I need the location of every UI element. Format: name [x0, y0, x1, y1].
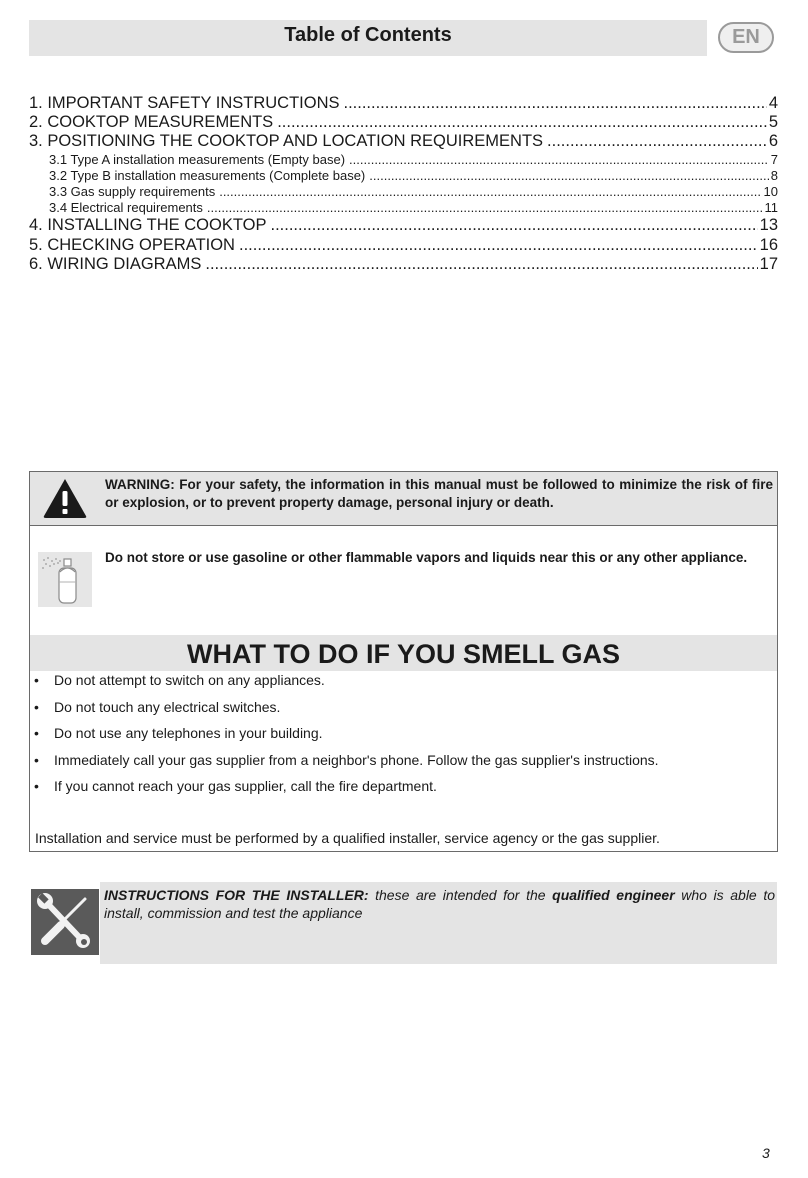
toc-leader-dots — [239, 236, 758, 255]
toc-entry-page: 6 — [768, 132, 778, 151]
language-badge: EN — [718, 22, 774, 53]
toc-leader-dots — [344, 94, 767, 113]
toc-entry[interactable] — [29, 113, 778, 132]
table-of-contents — [29, 94, 778, 274]
gas-smell-title: WHAT TO DO IF YOU SMELL GAS — [186, 639, 620, 669]
toc-entry-title: 6. WIRING DIAGRAMS — [29, 254, 202, 273]
list-item — [30, 752, 777, 779]
toc-subentry[interactable] — [29, 200, 778, 216]
installer-instructions-box — [100, 882, 777, 964]
bullet: • — [34, 672, 39, 688]
toc-entry-title: 3.4 Electrical requirements — [49, 200, 203, 216]
warning-triangle-icon — [42, 477, 88, 519]
list-item-text: Do not attempt to switch on any appliances. — [54, 672, 325, 688]
toc-entry[interactable] — [29, 216, 778, 235]
installer-label: INSTRUCTIONS FOR THE INSTALLER: — [104, 887, 369, 903]
toc-entry-title: 4. INSTALLING THE COOKTOP — [29, 216, 267, 235]
list-item — [30, 699, 777, 726]
toc-leader-dots — [219, 184, 761, 199]
toc-entry-page: 13 — [759, 216, 778, 235]
bullet: • — [34, 778, 39, 794]
toc-entry-page: 4 — [768, 94, 778, 112]
bullet: • — [34, 698, 39, 715]
installation-note: Installation and service must be performed by a qualified installer, service agency or the gas supplier. — [35, 830, 660, 846]
bullet: • — [34, 751, 39, 768]
bullet: • — [34, 725, 39, 741]
toc-entry-page: 5 — [768, 113, 778, 132]
installer-text-part2: who is able to install, commission and test the appliance — [104, 887, 775, 921]
toc-entry-title: 3. POSITIONING THE COOKTOP AND LOCATION REQUIREMENTS — [29, 132, 544, 151]
toc-leader-dots — [205, 255, 757, 274]
toc-subentry[interactable] — [29, 168, 778, 184]
toc-entry-title: 3.3 Gas supply requirements — [49, 183, 216, 199]
page-number: 3 — [762, 1145, 770, 1161]
toc-leader-dots — [369, 168, 769, 183]
toc-entry-page: 10 — [763, 183, 778, 199]
list-item-text: Do not use any telephones in your building. — [54, 725, 323, 741]
toc-leader-dots — [270, 216, 757, 235]
safety-warning-box — [29, 471, 778, 852]
toc-entry-page: 7 — [770, 151, 778, 167]
toc-entry-page: 17 — [759, 254, 778, 273]
installer-emphasis: qualified engineer — [552, 887, 675, 903]
toc-entry-title: 5. CHECKING OPERATION — [29, 235, 235, 254]
toc-subentry[interactable] — [29, 152, 778, 168]
toc-entry-title: 3.2 Type B installation measurements (Complete base) — [49, 167, 366, 183]
flammable-warning-text: Do not store or use gasoline or other flammable vapors and liquids near this or any other appliance. — [105, 550, 748, 565]
toc-entry[interactable] — [29, 236, 778, 255]
warning-header — [30, 472, 777, 526]
toc-subentry[interactable] — [29, 184, 778, 200]
toc-leader-dots — [349, 152, 769, 167]
toc-entry-page: 16 — [759, 235, 778, 254]
header-bar — [29, 20, 707, 56]
toc-leader-dots — [207, 200, 763, 215]
toc-entry[interactable] — [29, 132, 778, 151]
list-item-text: Do not touch any electrical switches. — [54, 698, 281, 715]
warning-text: WARNING: For your safety, the information in this manual must be followed to minimize the risk of fire or explosion, or to prevent property damage, personal injury or death. — [105, 477, 773, 510]
toc-entry-title: 1. IMPORTANT SAFETY INSTRUCTIONS — [29, 94, 340, 112]
installer-text — [104, 886, 775, 922]
wrench-screwdriver-icon — [31, 889, 99, 955]
list-item — [30, 672, 777, 699]
page-title: Table of Contents — [284, 24, 452, 46]
list-item-text: If you cannot reach your gas supplier, call the fire department. — [54, 778, 437, 794]
gas-smell-list — [30, 672, 777, 805]
list-item-text: Immediately call your gas supplier from a neighbor's phone. Follow the gas supplier's instructions. — [54, 751, 659, 768]
toc-entry-title: 3.1 Type A installation measurements (Empty base) — [49, 151, 346, 167]
toc-entry[interactable] — [29, 94, 778, 113]
spray-can-icon — [38, 552, 92, 607]
toc-leader-dots — [547, 132, 767, 151]
toc-entry-page: 8 — [770, 167, 778, 183]
toc-entry-title: 2. COOKTOP MEASUREMENTS — [29, 113, 274, 132]
toc-entry[interactable] — [29, 255, 778, 274]
gas-smell-header — [30, 635, 777, 671]
list-item — [30, 725, 777, 752]
toc-leader-dots — [277, 113, 767, 132]
installer-text-part1: these are intended for the — [368, 887, 553, 903]
toc-entry-page: 11 — [764, 200, 778, 216]
list-item — [30, 778, 777, 805]
